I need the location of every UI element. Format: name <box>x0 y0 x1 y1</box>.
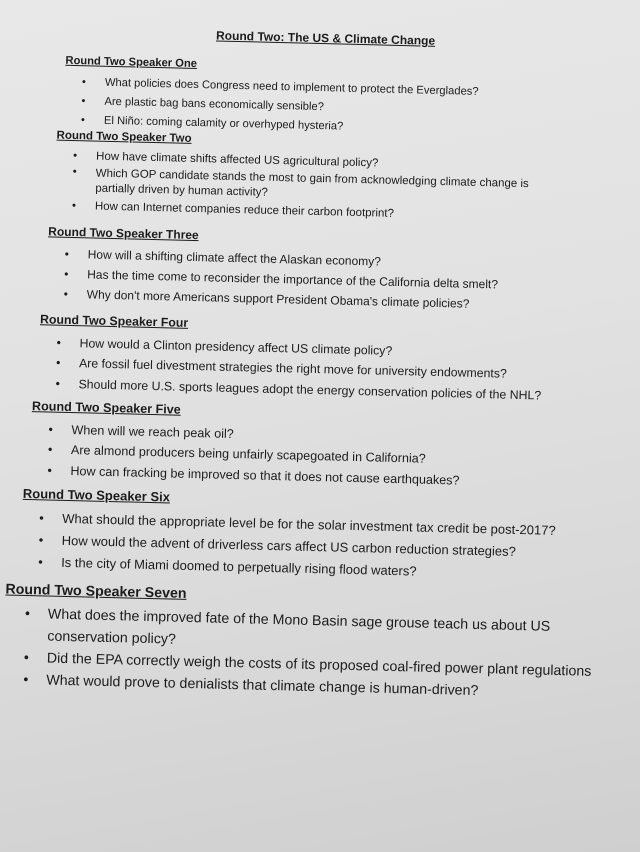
question-item: • Should more U.S. sports leagues adopt the energy conservation policies of the NHL? <box>38 373 541 406</box>
question-list <box>3 602 593 704</box>
question-item: • What policies does Congress need to implement to protect the Everglades? <box>65 73 479 102</box>
question-item: • Why don't more Americans support President Obama's climate policies? <box>47 283 498 314</box>
question-item: • How would a Clinton presidency affect US climate policy? <box>39 332 542 365</box>
question-item: • How would the advent of driverless cars affect US carbon reduction strategies? <box>21 529 555 564</box>
question-item: • Which GOP candidate stands the most to gain from acknowledging climate change is partially driven by human activity? <box>55 165 566 209</box>
section-heading: Round Two Speaker Seven <box>5 581 187 602</box>
section-speaker-seven <box>3 578 594 704</box>
question-item: • Are almond producers being unfairly scapegoated in California? <box>31 439 461 470</box>
question-list <box>38 332 542 406</box>
document-title: Round Two: The US & Climate Change <box>215 28 436 48</box>
section-speaker-four <box>38 309 543 405</box>
section-heading: Round Two Speaker Three <box>48 224 199 243</box>
question-list <box>21 507 556 586</box>
question-item: • What does the improved fate of the Mono Basin sage grouse teach us about US conservation policy? <box>4 602 593 660</box>
section-speaker-two <box>55 127 567 227</box>
question-list <box>55 147 567 227</box>
question-list <box>47 243 499 314</box>
question-item: • Has the time come to reconsider the importance of the California delta smelt? <box>47 263 498 294</box>
question-item: • How have climate shifts affected US agricultural policy? <box>56 147 566 177</box>
question-item: • How can Internet companies reduce their carbon footprint? <box>55 197 565 227</box>
section-heading: Round Two Speaker One <box>65 54 198 71</box>
question-item: • When will we reach peak oil? <box>31 419 461 450</box>
question-item: • Are plastic bag bans economically sensible? <box>64 92 478 121</box>
question-item: • Is the city of Miami doomed to perpetually rising flood waters? <box>21 551 555 586</box>
section-speaker-one <box>64 52 480 140</box>
question-item: • How can fracking be improved so that it does not cause earthquakes? <box>30 460 460 491</box>
question-item: • Did the EPA correctly weigh the costs of its proposed coal-fired power plant regulations <box>4 646 592 682</box>
section-speaker-three <box>47 221 500 314</box>
question-item: • What would prove to denialists that climate change is human-driven? <box>3 668 591 704</box>
question-item: • El Niño: coming calamity or overhyped hysteria? <box>64 111 478 140</box>
section-heading: Round Two Speaker Five <box>31 399 181 417</box>
section-heading: Round Two Speaker Two <box>56 129 192 145</box>
section-heading: Round Two Speaker Six <box>22 485 171 505</box>
question-item: • How will a shifting climate affect the Alaskan economy? <box>47 243 498 274</box>
question-item: • Are fossil fuel divestment strategies the right move for university endowments? <box>39 352 542 385</box>
section-speaker-six <box>21 483 557 586</box>
section-heading: Round Two Speaker Four <box>39 312 189 330</box>
question-item: • What should the appropriate level be for the solar investment tax credit be post-2017? <box>22 507 556 542</box>
section-speaker-five <box>30 396 461 490</box>
question-list <box>30 419 461 491</box>
